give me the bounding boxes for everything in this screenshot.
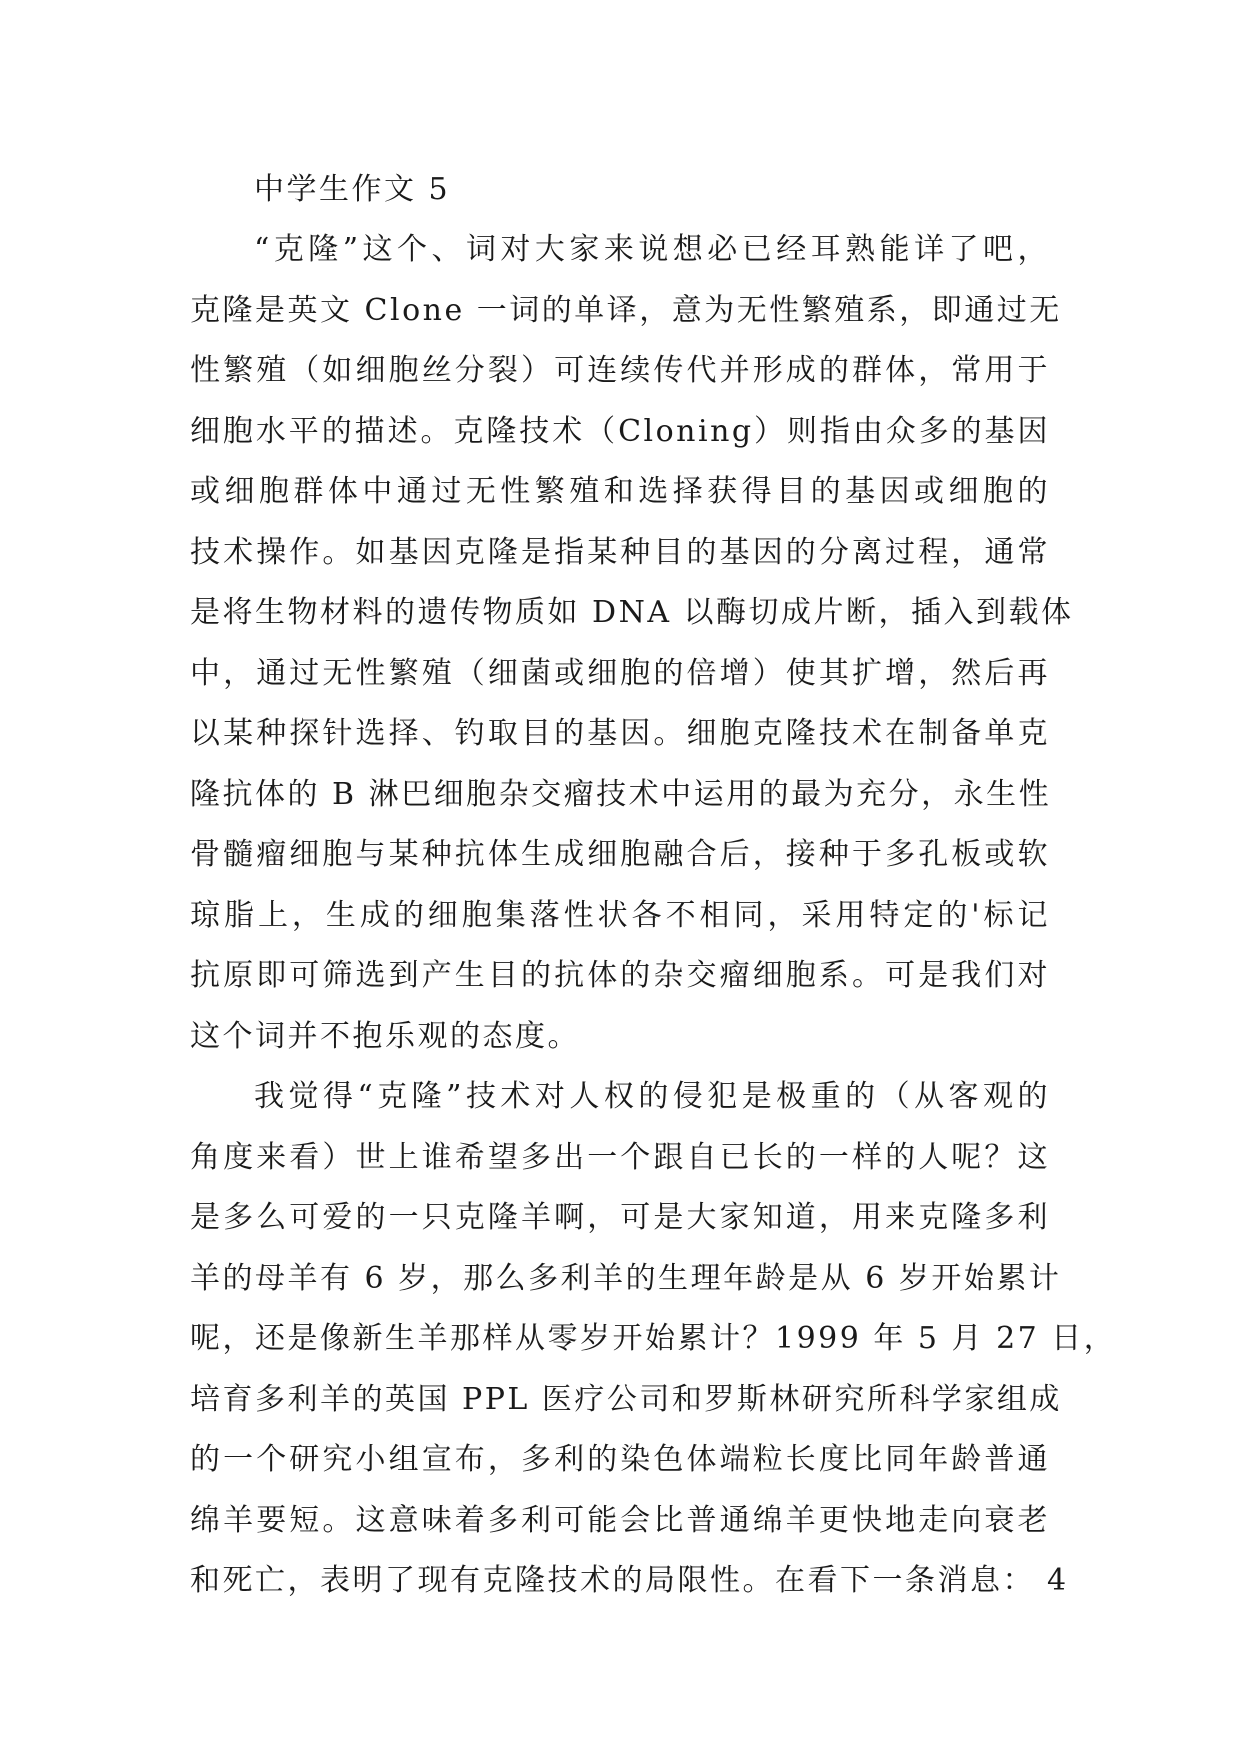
paragraph-2 (190, 1067, 1117, 1612)
paragraph-line: 这个词并不抱乐观的态度。 (190, 1018, 580, 1054)
paragraph-line: 骨髓瘤细胞与某种抗体生成细胞融合后，接种于多孔板或软 (190, 837, 1050, 872)
paragraph-line: “克隆”这个、词对大家来说想必已经耳熟能详了吧， (254, 232, 1050, 267)
paragraph-line: 抗原即可筛选到产生目的抗体的杂交瘤细胞系。可是我们对 (190, 958, 1050, 993)
essay-heading: 中学生作文 5 (254, 172, 451, 207)
paragraph-line: 或细胞群体中通过无性繁殖和选择获得目的基因或细胞的 (190, 474, 1050, 509)
paragraph-line: 是多么可爱的一只克隆羊啊，可是大家知道，用来克隆多利 (190, 1200, 1050, 1235)
paragraph-line: 角度来看）世上谁希望多出一个跟自已长的一样的人呢？这 (190, 1139, 1050, 1175)
paragraph-line: 以某种探针选择、钓取目的基因。细胞克隆技术在制备单克 (190, 716, 1050, 751)
paragraph-line: 和死亡，表明了现有克隆技术的局限性。在看下一条消息： 4 (190, 1563, 1069, 1598)
paragraph-line: 的一个研究小组宣布，多利的染色体端粒长度比同年龄普通 (190, 1442, 1050, 1477)
paragraph-line: 培育多利羊的英国 PPL 医疗公司和罗斯林研究所科学家组成 (190, 1381, 1062, 1417)
paragraph-line: 是将生物材料的遗传物质如 DNA 以酶切成片断，插入到载体 (190, 595, 1074, 630)
paragraph-1 (190, 220, 1074, 1067)
document-body (190, 160, 1117, 1612)
paragraph-line: 绵羊要短。这意味着多利可能会比普通绵羊更快地走向衰老 (190, 1502, 1050, 1538)
paragraph-line: 隆抗体的 B 淋巴细胞杂交瘤技术中运用的最为充分，永生性 (190, 776, 1052, 812)
paragraph-line: 性繁殖（如细胞丝分裂）可连续传代并形成的群体，常用于 (190, 353, 1050, 388)
paragraph-line: 琼脂上，生成的细胞集落性状各不相同，采用特定的'标记 (190, 897, 1050, 933)
paragraph-line: 克隆是英文 Clone 一词的单译，意为无性繁殖系，即通过无 (190, 292, 1062, 328)
paragraph-line: 羊的母羊有 6 岁，那么多利羊的生理年龄是从 6 岁开始累计 (190, 1260, 1062, 1296)
paragraph-line: 细胞水平的描述。克隆技术（Cloning）则指由众多的基因 (190, 413, 1050, 449)
paragraph-line: 呢，还是像新生羊那样从零岁开始累计？1999 年 5 月 27 日， (190, 1321, 1117, 1356)
paragraph-line: 中，通过无性繁殖（细菌或细胞的倍增）使其扩增，然后再 (190, 655, 1050, 691)
paragraph-line: 技术操作。如基因克隆是指某种目的基因的分离过程，通常 (190, 534, 1050, 570)
paragraph-line: 我觉得“克隆”技术对人权的侵犯是极重的（从客观的 (254, 1079, 1050, 1114)
